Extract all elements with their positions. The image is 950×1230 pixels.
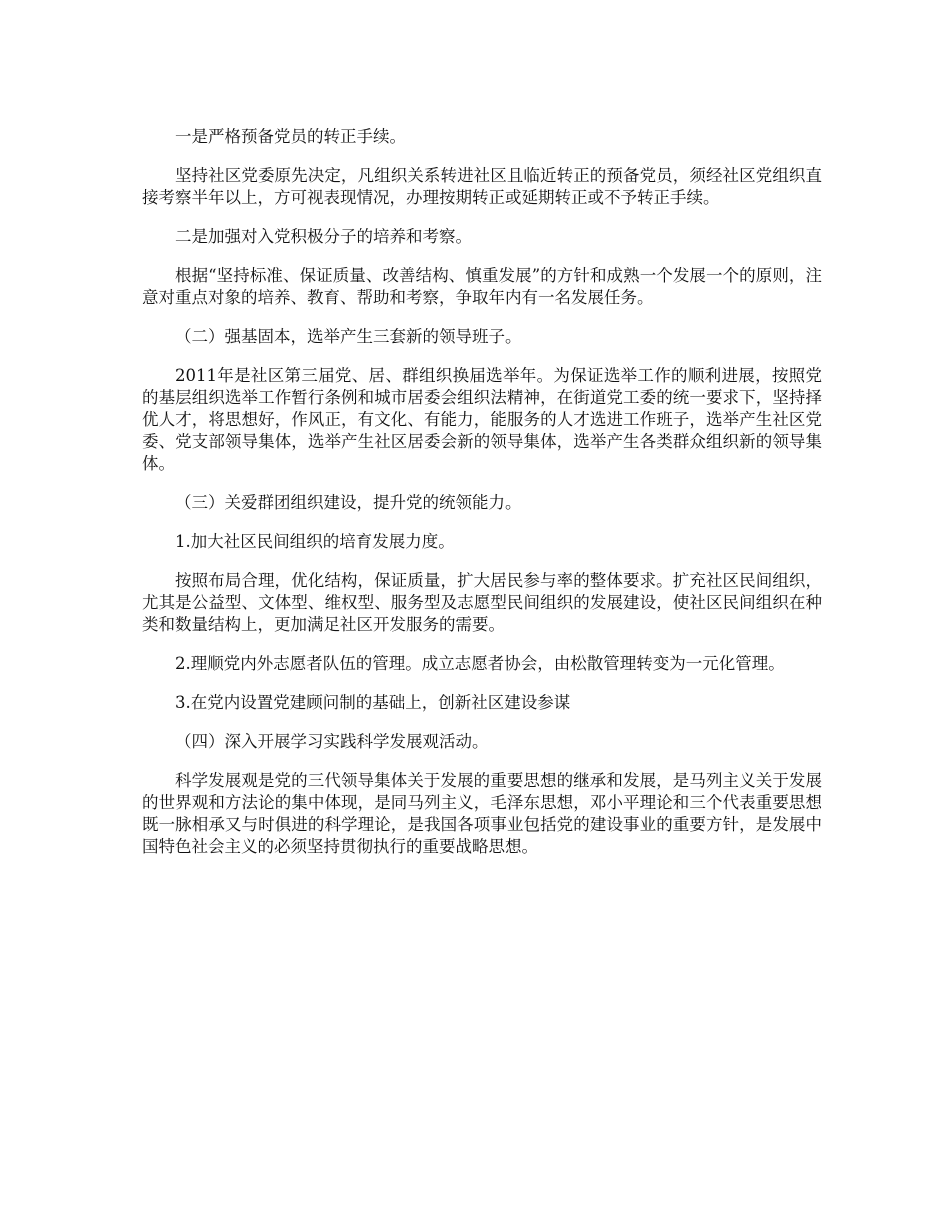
paragraph-3: 二是加强对入党积极分子的培养和考察。 <box>175 227 472 246</box>
paragraph-4: 根据“坚持标准、保证质量、改善结构、慎重发展”的方针和成熟一个发展一个的原则，注意对重点对象的培养、教育、帮助和考察，争取年内有一名发展任务。 <box>142 266 822 307</box>
list-item-3: 3.在党内设置党建顾问制的基础上，创新社区建设参谋 <box>175 693 571 712</box>
list-item-1: 1.加大社区民间组织的培育发展力度。 <box>175 532 455 551</box>
paragraph-5: 2011年是社区第三届党、居、群组织换届选举年。为保证选举工作的顺利进展，按照党的基层组织选举工作暂行条例和城市居委会组织法精神，在街道党工委的统一要求下，坚持择优人才，将思想好，作风正，有文化、有能力，能服务的人才选进工作班子，选举产生社区党委、党支部领导集体，选举产生社区居委会新的领导集体，选举产生各类群众组织新的领导集体。 <box>142 366 822 473</box>
section-heading-2: （二）强基固本，选举产生三套新的领导班子。 <box>175 327 522 346</box>
paragraph-1: 一是严格预备党员的转正手续。 <box>175 127 406 146</box>
section-heading-3: （三）关爱群团组织建设，提升党的统领能力。 <box>175 493 522 512</box>
paragraph-7: 科学发展观是党的三代领导集体关于发展的重要思想的继承和发展，是马列主义关于发展的世界观和方法论的集中体现，是同马列主义，毛泽东思想，邓小平理论和三个代表重要思想既一脉相承又与时俱进的科学理论，是我国各项事业包括党的建设事业的重要方针，是发展中国特色社会主义的必须坚持贯彻执行的重要战略思想。 <box>142 771 822 856</box>
list-item-2: 2.理顺党内外志愿者队伍的管理。成立志愿者协会，由松散管理转变为一元化管理。 <box>175 654 785 673</box>
document-page <box>142 126 822 875</box>
paragraph-2: 坚持社区党委原先决定，凡组织关系转进社区且临近转正的预备党员，须经社区党组织直接考察半年以上，方可视表现情况，办理按期转正或延期转正或不予转正手续。 <box>142 166 822 207</box>
section-heading-4: （四）深入开展学习实践科学发展观活动。 <box>175 732 489 751</box>
paragraph-6: 按照布局合理，优化结构，保证质量，扩大居民参与率的整体要求。扩充社区民间组织，尤其是公益型、文体型、维权型、服务型及志愿型民间组织的发展建设，使社区民间组织在种类和数量结构上，更加满足社区开发服务的需要。 <box>142 571 822 634</box>
